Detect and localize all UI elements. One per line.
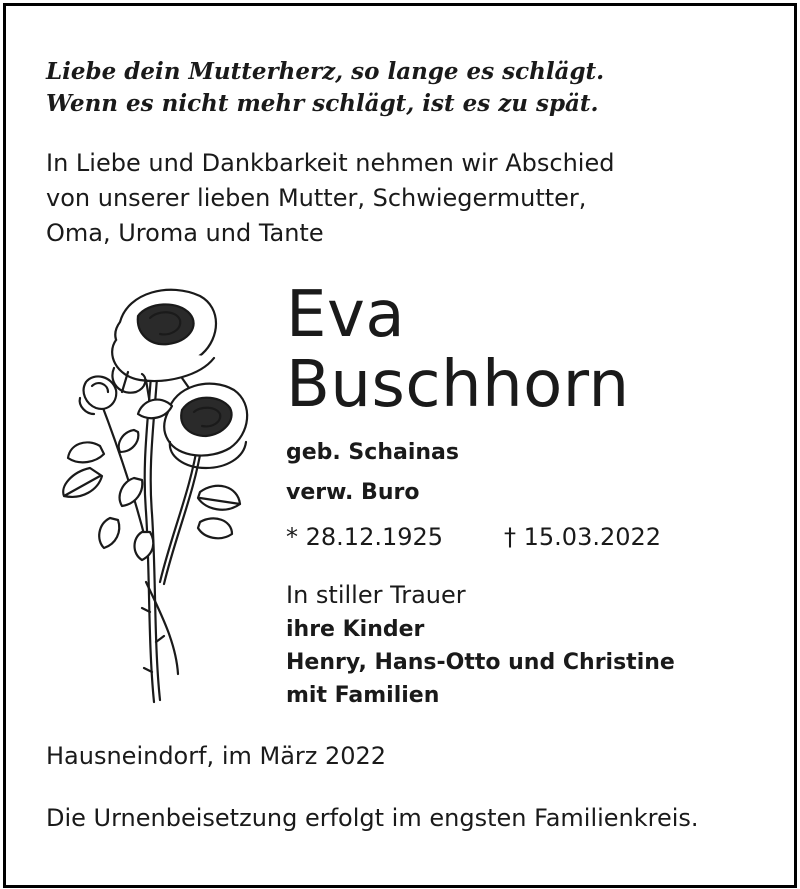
quote-line-2: Wenn es nicht mehr schlägt, ist es zu spät.: [46, 90, 599, 117]
intro-line-2: von unserer lieben Mutter, Schwiegermutter,: [46, 184, 587, 212]
death-date: † 15.03.2022: [504, 523, 662, 551]
mourners-line-2: Henry, Hans-Otto und Christine: [286, 650, 675, 675]
last-name: Buschhorn: [286, 348, 630, 422]
mourning-intro: In stiller Trauer: [286, 581, 466, 609]
intro-line-1: In Liebe und Dankbarkeit nehmen wir Abschied: [46, 149, 615, 177]
life-dates: [286, 520, 661, 554]
widowed-name: verw. Buro: [286, 480, 420, 505]
first-name: Eva: [286, 278, 406, 352]
place-date: Hausneindorf, im März 2022: [46, 742, 387, 770]
quote-line-1: Liebe dein Mutterherz, so lange es schlägt.: [46, 58, 605, 85]
mourners-line-1: ihre Kinder: [286, 617, 425, 642]
mourners-block: [286, 578, 675, 712]
mourners-line-3: mit Familien: [286, 683, 440, 708]
born-name: geb. Schainas: [286, 440, 459, 465]
birth-date: * 28.12.1925: [286, 523, 444, 551]
burial-note: Die Urnenbeisetzung erfolgt im engsten Familienkreis.: [46, 804, 699, 832]
intro-text: [46, 146, 614, 251]
rose-illustration: [50, 282, 260, 712]
intro-line-3: Oma, Uroma und Tante: [46, 219, 324, 247]
